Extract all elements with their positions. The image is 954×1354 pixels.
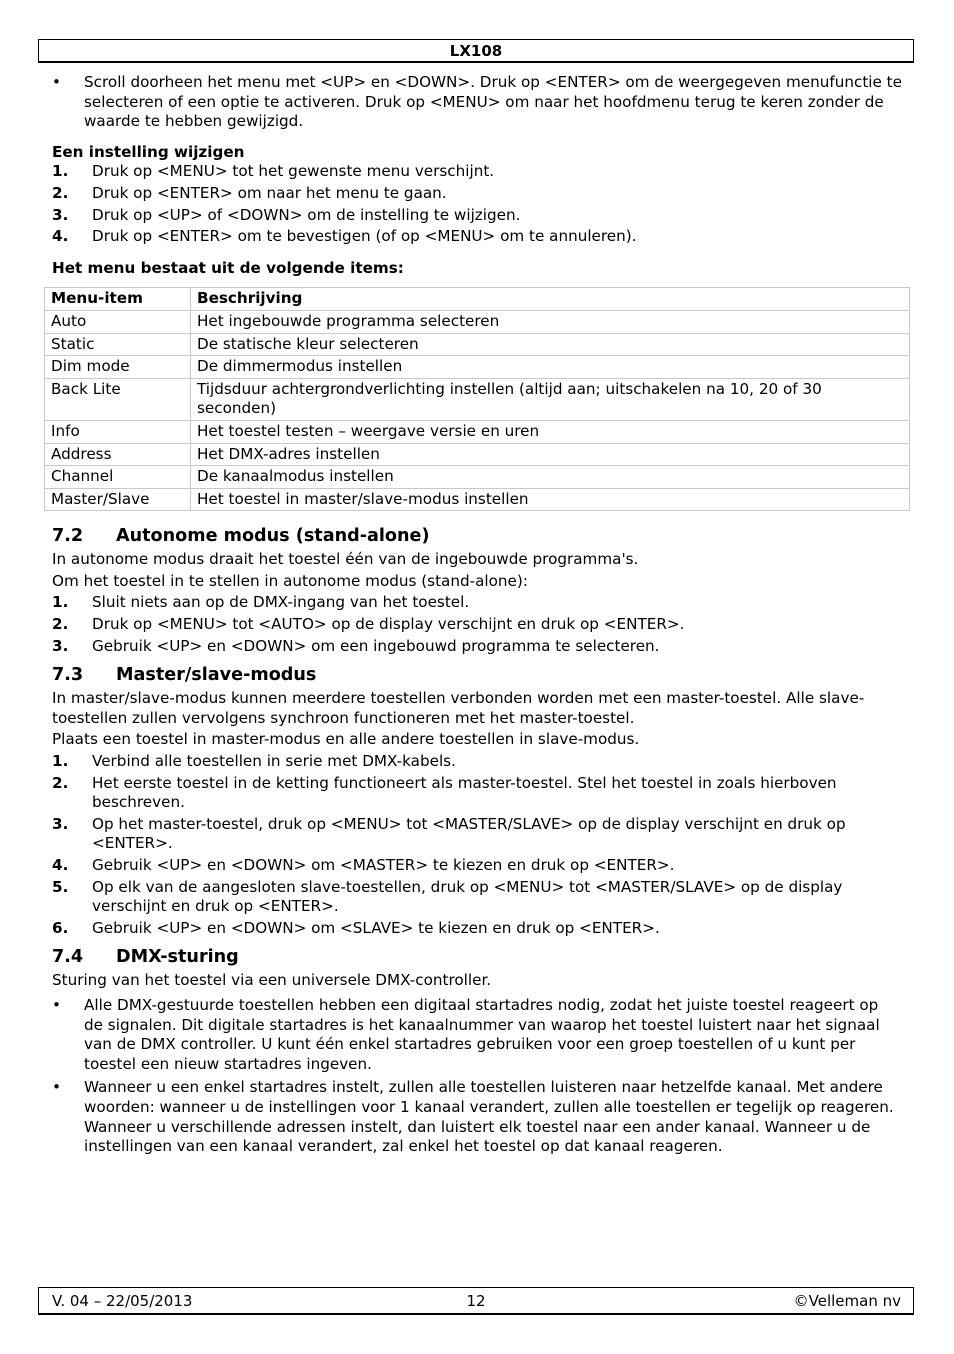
- list-item: [52, 856, 902, 876]
- step-text: Druk op <MENU> tot <AUTO> op de display verschijnt en druk op <ENTER>.: [92, 615, 685, 634]
- step-number: 3.: [52, 205, 69, 224]
- footer-page-number: 12: [466, 1292, 486, 1310]
- table-row: [45, 466, 910, 489]
- section-7-4-para1: Sturing van het toestel via een universele DMX-controller.: [52, 971, 492, 990]
- menu-item-cell: Back Lite: [45, 378, 191, 420]
- section-7-2-para1: In autonome modus draait het toestel één van de ingebouwde programma's.: [52, 550, 639, 569]
- step-text: Druk op <ENTER> om naar het menu te gaan.: [92, 183, 447, 202]
- step-text: Gebruik <UP> en <DOWN> om <SLAVE> te kiezen en druk op <ENTER>.: [92, 918, 660, 937]
- column-header: Menu-item: [45, 288, 191, 311]
- step-number: 1.: [52, 162, 69, 181]
- section-number: 7.3: [52, 665, 84, 686]
- step-text: Op het master-toestel, druk op <MENU> tot <MASTER/SLAVE> op de display verschijnt en druk op <ENTER>.: [92, 814, 846, 853]
- list-item: [52, 752, 902, 772]
- description-cell: Tijdsduur achtergrondverlichting instellen (altijd aan; uitschakelen na 10, 20 of 30 seconden): [191, 378, 910, 420]
- step-number: 4.: [52, 856, 69, 874]
- footer-copyright: ©Velleman nv: [793, 1292, 901, 1310]
- section-7-3-para2: Plaats een toestel in master-modus en alle andere toestellen in slave-modus.: [52, 730, 640, 749]
- step-text: Verbind alle toestellen in serie met DMX-kabels.: [92, 752, 456, 771]
- step-text: Gebruik <UP> en <DOWN> om een ingebouwd programma te selecteren.: [92, 636, 660, 655]
- list-item: [52, 206, 902, 226]
- list-item: [52, 1078, 902, 1156]
- table-row: [45, 488, 910, 511]
- list-item: [52, 593, 902, 613]
- step-text: Druk op <UP> of <DOWN> om de instelling te wijzigen.: [92, 205, 521, 224]
- section-7-3-para1: In master/slave-modus kunnen meerdere toestellen verbonden worden met een master-toestel. Alle slave-toestellen zullen vervolgens synchroon functioneren met het master-toestel.: [52, 689, 865, 727]
- table-row: [45, 333, 910, 356]
- intro-bullet-text: Scroll doorheen het menu met <UP> en <DOWN>. Druk op <ENTER> om de weergegeven menufunctie te selecteren of een optie te activeren. Druk op <MENU> om naar het hoofdmenu terug te keren zonder de waarde te hebben gewijzigd.: [84, 73, 902, 131]
- bullet-icon: •: [52, 995, 61, 1014]
- step-number: 3.: [52, 636, 69, 655]
- menu-item-cell: Master/Slave: [45, 488, 191, 511]
- column-header: Beschrijving: [191, 288, 910, 311]
- table-row: [45, 310, 910, 333]
- step-number: 1.: [52, 752, 69, 771]
- page-header: [38, 39, 914, 63]
- step-number: 5.: [52, 877, 69, 896]
- bullet-icon: •: [52, 73, 61, 91]
- description-cell: Het toestel in master/slave-modus instellen: [191, 488, 910, 511]
- description-cell: De statische kleur selecteren: [191, 333, 910, 356]
- intro-bullet: [52, 73, 902, 132]
- page-footer: [38, 1287, 914, 1315]
- step-number: 2.: [52, 183, 69, 202]
- bullet-text: Alle DMX-gestuurde toestellen hebben een digitaal startadres nodig, zodat het juiste toestel reageert op de signalen. Dit digitale startadres is het kanaalnummer van waarop het toestel luistert naar het signaal van de DMX controller. U kunt één enkel startadres gebruiken voor een groep toestellen of u kunt per toestel een nieuw startadres ingeven.: [84, 995, 880, 1073]
- step-number: 2.: [52, 773, 69, 792]
- menu-item-cell: Static: [45, 333, 191, 356]
- header-title: LX108: [449, 42, 503, 60]
- step-text: Druk op <ENTER> om te bevestigen (of op <MENU> om te annuleren).: [92, 227, 637, 246]
- section-title-text: Autonome modus (stand-alone): [116, 526, 430, 547]
- table-row: [45, 378, 910, 420]
- description-cell: Het ingebouwde programma selecteren: [191, 310, 910, 333]
- list-item: [52, 615, 902, 635]
- list-item: [52, 815, 902, 854]
- description-cell: De dimmermodus instellen: [191, 356, 910, 379]
- step-text: Op elk van de aangesloten slave-toestellen, druk op <MENU> tot <MASTER/SLAVE> op de display verschijnt en druk op <ENTER>.: [92, 877, 843, 916]
- section-title-text: Master/slave-modus: [116, 665, 317, 686]
- list-item: [52, 162, 902, 182]
- step-number: 4.: [52, 227, 69, 246]
- menu-item-cell: Address: [45, 443, 191, 466]
- bullet-text: Wanneer u een enkel startadres instelt, zullen alle toestellen luisteren naar hetzelfde kanaal. Met andere woorden: wanneer u de instellingen voor 1 kanaal verandert, zullen alle toestellen er tegelijk op reageren. Wanneer u verschillende adressen instelt, dan luistert elk toestel naar een ander kanaal. Wanneer u de instellingen van een kanaal verandert, zal enkel het toestel op dat kanaal reageren.: [84, 1078, 894, 1156]
- list-item: [52, 774, 902, 813]
- section-7-3-steps: [52, 752, 902, 938]
- table-row: [45, 443, 910, 466]
- section-title-7-4: [52, 946, 902, 968]
- step-text: Gebruik <UP> en <DOWN> om <MASTER> te kiezen en druk op <ENTER>.: [92, 856, 675, 874]
- section-title-text: DMX-sturing: [116, 947, 239, 968]
- step-number: 3.: [52, 814, 69, 833]
- section-title-7-3: [52, 664, 902, 686]
- page-content: [52, 73, 902, 1157]
- table-row: [45, 420, 910, 443]
- change-setting-heading: Een instelling wijzigen: [52, 142, 245, 161]
- footer-version: V. 04 – 22/05/2013: [52, 1292, 193, 1310]
- list-item: [52, 878, 902, 917]
- menu-item-cell: Channel: [45, 466, 191, 489]
- list-item: [52, 184, 902, 204]
- section-title-7-2: [52, 525, 902, 547]
- list-item: [52, 996, 902, 1074]
- menu-table-heading: Het menu bestaat uit de volgende items:: [52, 258, 404, 277]
- list-item: [52, 637, 902, 657]
- table-row: [45, 356, 910, 379]
- step-number: 2.: [52, 615, 69, 634]
- step-text: Druk op <MENU> tot het gewenste menu verschijnt.: [92, 162, 495, 181]
- table-header-row: [45, 288, 910, 311]
- section-7-2-steps: [52, 593, 902, 656]
- menu-item-cell: Auto: [45, 310, 191, 333]
- menu-item-cell: Dim mode: [45, 356, 191, 379]
- step-number: 6.: [52, 918, 69, 937]
- description-cell: Het toestel testen – weergave versie en uren: [191, 420, 910, 443]
- section-number: 7.4: [52, 947, 84, 968]
- list-item: [52, 919, 902, 939]
- step-text: Het eerste toestel in de ketting functioneert als master-toestel. Stel het toestel in zoals hierboven beschreven.: [92, 773, 837, 812]
- list-item: [52, 227, 902, 247]
- step-text: Sluit niets aan op de DMX-ingang van het toestel.: [92, 593, 470, 612]
- change-setting-steps: [52, 162, 902, 246]
- description-cell: De kanaalmodus instellen: [191, 466, 910, 489]
- step-number: 1.: [52, 593, 69, 612]
- section-7-2-para2: Om het toestel in te stellen in autonome modus (stand-alone):: [52, 571, 528, 590]
- bullet-icon: •: [52, 1078, 61, 1097]
- menu-item-cell: Info: [45, 420, 191, 443]
- section-number: 7.2: [52, 526, 84, 547]
- menu-table: [44, 287, 910, 511]
- description-cell: Het DMX-adres instellen: [191, 443, 910, 466]
